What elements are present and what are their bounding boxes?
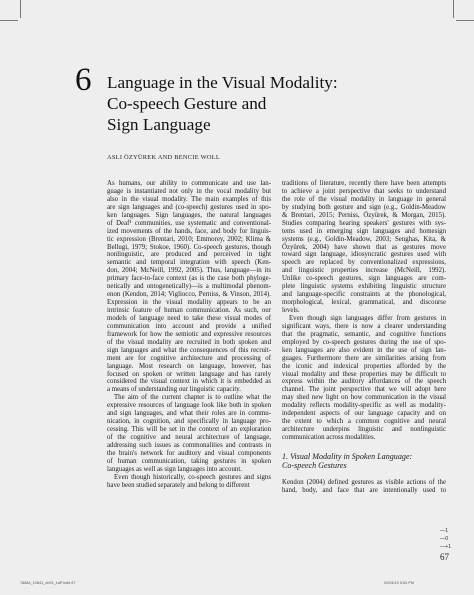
text-line: speech are replaced by conventionalized expressions,: [282, 259, 446, 267]
margin-mark: —+1: [440, 544, 452, 550]
chapter-title-line: Sign Language: [107, 115, 211, 134]
text-line: communication across modalities.: [282, 434, 376, 441]
text-line: Studies comparing hearing speakers' gestures with sys-: [282, 219, 446, 227]
text-line: addressing such issues as commonalities and contrasts in: [107, 441, 271, 449]
text-line: that the pragmatic, semantic, and cognitive functions: [282, 330, 446, 338]
text-line: have been studied separately and belong to different: [107, 481, 250, 489]
text-line: and sign languages, and what their roles are in commu-: [107, 410, 271, 418]
text-line: sign languages and what the consequences of this recruit-: [107, 346, 271, 354]
text-line: the iconic and indexical properties afforded by the: [282, 362, 446, 370]
text-line: architecture underpins linguistic and nonlinguistic: [282, 426, 446, 434]
text-line: cessing. This will be set in the context of an exploration: [107, 426, 271, 434]
text-line: nonlinguistic, are produced and perceived in tight: [107, 251, 271, 259]
margin-marks: [440, 527, 451, 551]
text-line: levels.: [282, 307, 300, 314]
text-line: morphological, lexical, grammatical, and discourse: [282, 299, 446, 307]
text-line: tems used in emerging sign languages and homesign: [282, 227, 446, 235]
section-heading-line: 1. Visual Modality in Spoken Language:: [282, 451, 413, 461]
text-line: Even though sign languages differ from gestures in: [289, 314, 446, 322]
text-line: by studying both gesture and sign (e.g., Goldin-Meadow: [282, 203, 446, 211]
text-line: of human communication, taking gestures in spoken: [107, 457, 271, 465]
text-line: may shed new light on how communication in the visual: [282, 394, 446, 402]
margin-mark: —0: [440, 536, 449, 542]
print-slug-left: 78884_10841_ch01_1aP.indd 67: [20, 581, 76, 585]
text-line: Kendon (2004) defined gestures as visible actions of the: [282, 479, 446, 487]
text-line: ken languages are also evident in the use of sign lan-: [282, 346, 446, 354]
text-line: guages. Furthermore there are similarities arising from: [282, 354, 446, 362]
section-heading: [282, 452, 446, 470]
text-line: language. Most research on language, however, has: [107, 362, 271, 370]
text-line: & Brentari, 2015; Perniss, Özyürek, & Morgan, 2015).: [282, 211, 446, 219]
text-line: don, 2004; McNeill, 1992, 2005). Thus, language—in its: [107, 267, 271, 275]
text-line: focused on spoken or written language and has rarely: [107, 370, 271, 378]
text-line: the brain's network for auditory and visual components: [107, 449, 271, 457]
text-line: Unlike co-speech gestures, sign languages are com-: [282, 275, 446, 283]
text-line: channel. The joint perspective that we will adopt here: [282, 386, 446, 394]
text-line: traditions of literature, recently there have been attempts: [282, 180, 446, 187]
text-line: the role of the visual modality in language in general: [282, 195, 446, 203]
crop-mark: [456, 20, 474, 21]
text-line: The aim of the current chapter is to outline what the: [114, 394, 271, 402]
text-line: Expression in the visual modality appears to be an: [107, 299, 271, 307]
text-line: Bellugi, 1979; Stokoe, 1960). Co-speech gestures, though: [107, 243, 271, 251]
text-line: nication, in cognition, and specifically in language pro-: [107, 418, 271, 426]
section-body-text: [282, 479, 446, 495]
text-line: netically and ontogenetically)—is a multimodal phenom-: [107, 283, 271, 291]
text-line: of the cognitive and neural architecture of language,: [107, 434, 271, 441]
text-line: also in the visual modality. The main examples of this: [107, 195, 271, 203]
text-line: of the visual modality are recruited in both spoken and: [107, 338, 271, 346]
right-column-text: [282, 180, 446, 442]
text-line: ken languages. Sign languages, the natural languages: [107, 211, 271, 219]
text-line: and language-specific constraints at the phonological,: [282, 291, 446, 299]
chapter-number: 6: [75, 62, 92, 98]
chapter-authors: ASLI ÖZYÜREK AND BENCIE WOLL: [107, 154, 221, 161]
text-line: enon (Kendon, 2014; Vigliocco, Perniss, & Vinson, 2014).: [107, 291, 271, 299]
text-line: primary face-to-face context (as is the case both phyloge-: [107, 275, 271, 283]
text-line: Even though historically, co-speech gestures and signs: [114, 473, 271, 481]
crop-mark: [453, 0, 454, 18]
text-line: visual modality and these properties may be difficult to: [282, 370, 446, 378]
section-heading-line: Co-speech Gestures: [282, 461, 347, 471]
text-line: employed by co-speech gestures during the use of spo-: [282, 338, 446, 346]
text-line: Özyürek, 2004) have shown that as gestures move: [282, 243, 446, 251]
text-line: tic expression (Brentari, 2010; Emmorey, 2002; Klima &: [107, 235, 271, 243]
body-column-right: [282, 180, 446, 495]
text-line: are sign languages and (co-speech) gestures used in spo-: [107, 203, 271, 211]
text-line: languages as well as sign languages into account.: [107, 465, 242, 473]
text-line: guage is instantiated not only in the vocal modality but: [107, 187, 271, 195]
text-line: intrinsic feature of human communication. As such, our: [107, 307, 271, 314]
text-line: toward sign language, idiosyncratic gestures used with: [282, 251, 446, 259]
text-line: express within the auditory affordances of the speech: [282, 378, 446, 386]
text-line: of Deaf¹ communities, use systematic and conventional-: [107, 219, 271, 227]
margin-mark: —1: [440, 528, 449, 534]
print-slug-right: 02/04/19 5:54 PM: [384, 581, 414, 585]
text-line: and linguistic properties increase (McNeill, 1992).: [282, 267, 446, 275]
text-line: As humans, our ability to communicate and use lan-: [107, 180, 271, 187]
text-line: semantic and temporal integration with speech (Ken-: [107, 259, 271, 267]
text-line: considered the visual context in which it is embedded as: [107, 378, 271, 386]
crop-mark: [0, 20, 18, 21]
crop-mark: [20, 0, 21, 18]
text-line: significant ways, there is now a clearer understanding: [282, 322, 446, 330]
text-line: ized movements of the hands, face, and body for linguis-: [107, 227, 271, 235]
text-line: expressive resources of language look like both in spoken: [107, 402, 271, 410]
text-line: framework for how the semiotic and expressive resources: [107, 330, 271, 338]
chapter-title-line: Co-speech Gesture and: [107, 94, 267, 113]
text-line: independent aspects of our language capacity and on: [282, 410, 446, 418]
text-line: plete linguistic systems exhibiting linguistic structure: [282, 283, 446, 291]
text-line: hand, body, and face that are intentionally used to: [282, 487, 446, 495]
text-line: modality reflects modality-specific as well as modality-: [282, 402, 446, 410]
text-line: communication into account and provide a unified: [107, 322, 271, 330]
chapter-title: [107, 72, 407, 135]
body-column-left: [107, 180, 271, 490]
chapter-title-line: Language in the Visual Modality:: [107, 73, 338, 92]
text-line: ment are for cognitive architecture and processing of: [107, 354, 271, 362]
page-number: 67: [440, 552, 449, 562]
text-line: systems (e.g., Goldin-Meadow, 2003; Senghas, Kita, &: [282, 235, 446, 243]
text-line: to achieve a joint perspective that seeks to understand: [282, 187, 446, 195]
text-line: models of language need to take these visual modes of: [107, 314, 271, 322]
text-line: the extent to which a common cognitive and neural: [282, 418, 446, 426]
text-line: a means of understanding our linguistic capacity.: [107, 386, 241, 394]
